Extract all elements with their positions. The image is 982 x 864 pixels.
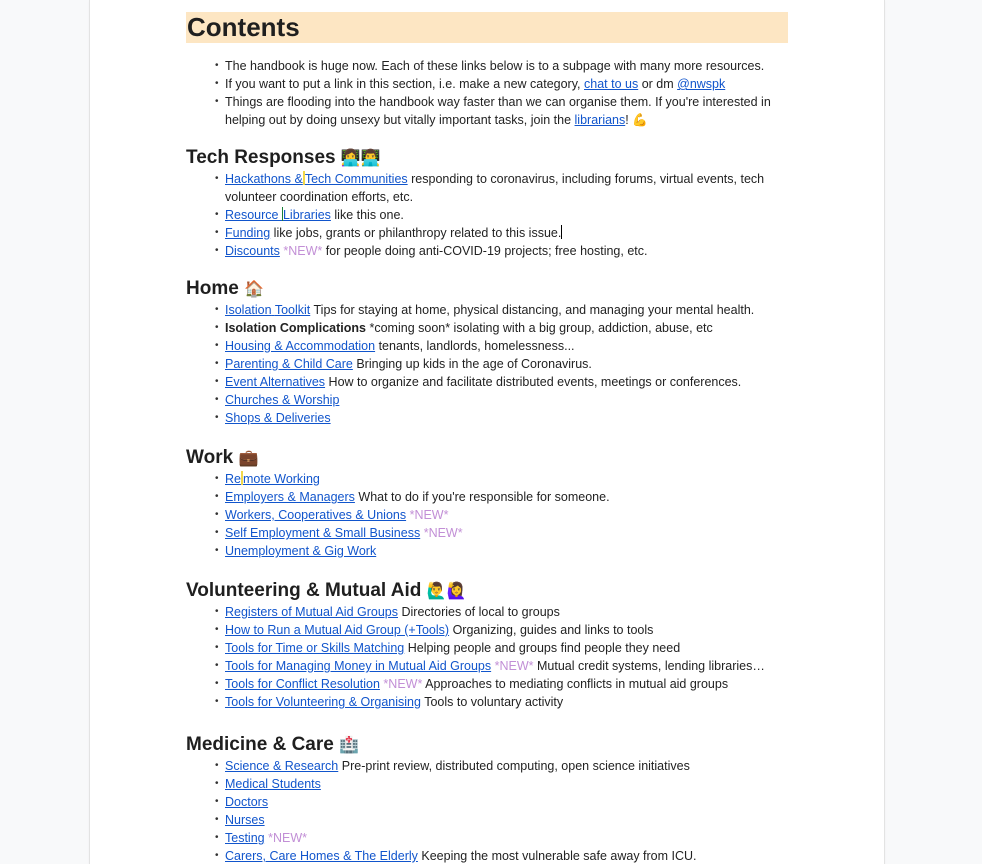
list-item: • Carers, Care Homes & The Elderly Keeping the most vulnerable safe away from ICU. (186, 847, 788, 864)
list-item (186, 542, 788, 560)
new-badge: *NEW* (423, 526, 463, 540)
resource-libraries-link[interactable]: Resource Libraries (225, 208, 331, 222)
briefcase-emoji-icon: 💼 (238, 448, 259, 467)
nwspk-link[interactable]: @nwspk (677, 77, 726, 91)
work-list (186, 470, 788, 560)
isolation-complications-label: Isolation Complications (225, 321, 366, 335)
isolation-toolkit-link[interactable]: Isolation Toolkit (225, 303, 311, 317)
medicine-list (186, 757, 788, 864)
list-item: • Funding like jobs, grants or philanthropy related to this issue. (186, 224, 788, 242)
hospital-emoji-icon: 🏥 (339, 735, 360, 754)
document-content (186, 12, 788, 864)
medicine-heading: Medicine & Care 🏥 (186, 734, 360, 755)
raising-hand-emoji-icon: 🙋‍♂️🙋‍♀️ (426, 581, 467, 600)
list-item: • Tools for Time or Skills Matching Helping people and groups find people they need (186, 639, 788, 657)
list-item: • Parenting & Child Care Bringing up kids in the age of Coronavirus. (186, 355, 788, 373)
list-item: • Tools for Conflict Resolution *NEW* Approaches to mediating conflicts in mutual aid groups (186, 675, 788, 693)
list-item: • Isolation Complications *coming soon* isolating with a big group, addiction, abuse, etc (186, 319, 788, 337)
science-research-link[interactable]: Science & Research (225, 759, 339, 773)
list-item: • Housing & Accommodation tenants, landlords, homelessness... (186, 337, 788, 355)
technologist-emoji-icon: 👩‍💻👨‍💻 (340, 148, 381, 167)
funding-link[interactable]: Funding (225, 226, 271, 240)
list-item: • The handbook is huge now. Each of these links below is to a subpage with many more resources. (186, 57, 788, 75)
registers-link[interactable]: Registers of Mutual Aid Groups (225, 605, 398, 619)
parenting-link[interactable]: Parenting & Child Care (225, 357, 353, 371)
list-item: • Discounts *NEW* for people doing anti-COVID-19 projects; free hosting, etc. (186, 242, 788, 260)
list-item: • Hackathons & Tech Communities responding to coronavirus, including forums, virtual events, tech volunteer coordination efforts, etc. (186, 170, 788, 206)
work-heading: Work 💼 (186, 447, 259, 468)
employers-link[interactable]: Employers & Managers (225, 490, 355, 504)
managing-money-link[interactable]: Tools for Managing Money in Mutual Aid Groups (225, 659, 492, 673)
volunteering-heading: Volunteering & Mutual Aid 🙋‍♂️🙋‍♀️ (186, 580, 467, 601)
churches-link[interactable]: Churches & Worship (225, 393, 340, 407)
new-badge: *NEW* (268, 831, 307, 845)
text-cursor (561, 225, 562, 239)
run-mutual-aid-link[interactable]: How to Run a Mutual Aid Group (+Tools) (225, 623, 450, 637)
conflict-resolution-link[interactable]: Tools for Conflict Resolution (225, 677, 380, 691)
testing-link[interactable]: Testing (225, 831, 265, 845)
contents-title: Contents (186, 12, 788, 43)
list-item: • Tools for Volunteering & Organising Tools to voluntary activity (186, 693, 788, 711)
housing-link[interactable]: Housing & Accommodation (225, 339, 376, 353)
chat-to-us-link[interactable]: chat to us (584, 77, 639, 91)
carers-link[interactable]: Carers, Care Homes & The Elderly (225, 849, 418, 863)
librarians-link[interactable]: librarians (574, 113, 626, 127)
list-item: • Registers of Mutual Aid Groups Directories of local to groups (186, 603, 788, 621)
hackathons-link[interactable]: Hackathons & Tech Communities (225, 172, 408, 186)
list-item: • Resource Libraries like this one. (186, 206, 788, 224)
new-badge: *NEW* (494, 659, 534, 673)
workers-link[interactable]: Workers, Cooperatives & Unions (225, 508, 407, 522)
remote-working-link[interactable]: Re mote Working (225, 472, 320, 486)
tech-list (186, 170, 788, 260)
list-item (186, 811, 788, 829)
shops-link[interactable]: Shops & Deliveries (225, 411, 331, 425)
home-list (186, 301, 788, 427)
list-item: • Employers & Managers What to do if you're responsible for someone. (186, 488, 788, 506)
list-item: • Science & Research Pre-print review, distributed computing, open science initiatives (186, 757, 788, 775)
tech-responses-heading: Tech Responses 👩‍💻👨‍💻 (186, 147, 381, 168)
self-employment-link[interactable]: Self Employment & Small Business (225, 526, 421, 540)
unemployment-link[interactable]: Unemployment & Gig Work (225, 544, 377, 558)
nurses-link[interactable]: Nurses (225, 813, 265, 827)
new-badge: *NEW* (409, 508, 449, 522)
intro-list (186, 57, 788, 129)
list-item: • Tools for Managing Money in Mutual Aid Groups *NEW* Mutual credit systems, lending libraries… (186, 657, 788, 675)
house-emoji-icon: 🏠 (244, 279, 264, 298)
list-item (186, 409, 788, 427)
event-alternatives-link[interactable]: Event Alternatives (225, 375, 326, 389)
list-item: • Event Alternatives How to organize and facilitate distributed events, meetings or conferences. (186, 373, 788, 391)
home-heading: Home 🏠 (186, 278, 264, 299)
list-item (186, 470, 788, 488)
list-item (186, 829, 788, 847)
list-item (186, 524, 788, 542)
discounts-link[interactable]: Discounts (225, 244, 280, 258)
volunteering-tools-link[interactable]: Tools for Volunteering & Organising (225, 695, 421, 709)
medical-students-link[interactable]: Medical Students (225, 777, 321, 791)
new-badge: *NEW* (383, 677, 423, 691)
list-item (186, 793, 788, 811)
document-page (90, 0, 884, 864)
list-item: • If you want to put a link in this section, i.e. make a new category, chat to us or dm @nwspk (186, 75, 788, 93)
new-badge: *NEW* (283, 244, 323, 258)
volunteering-list (186, 603, 788, 711)
list-item (186, 506, 788, 524)
list-item (186, 775, 788, 793)
time-skills-link[interactable]: Tools for Time or Skills Matching (225, 641, 405, 655)
list-item: • Things are flooding into the handbook way faster than we can organise them. If you're interested in helping out by doing unsexy but vitally important tasks, join the librarians! 💪 (186, 93, 788, 129)
list-item (186, 391, 788, 409)
list-item: • Isolation Toolkit Tips for staying at home, physical distancing, and managing your mental health. (186, 301, 788, 319)
doctors-link[interactable]: Doctors (225, 795, 269, 809)
list-item: • How to Run a Mutual Aid Group (+Tools) Organizing, guides and links to tools (186, 621, 788, 639)
